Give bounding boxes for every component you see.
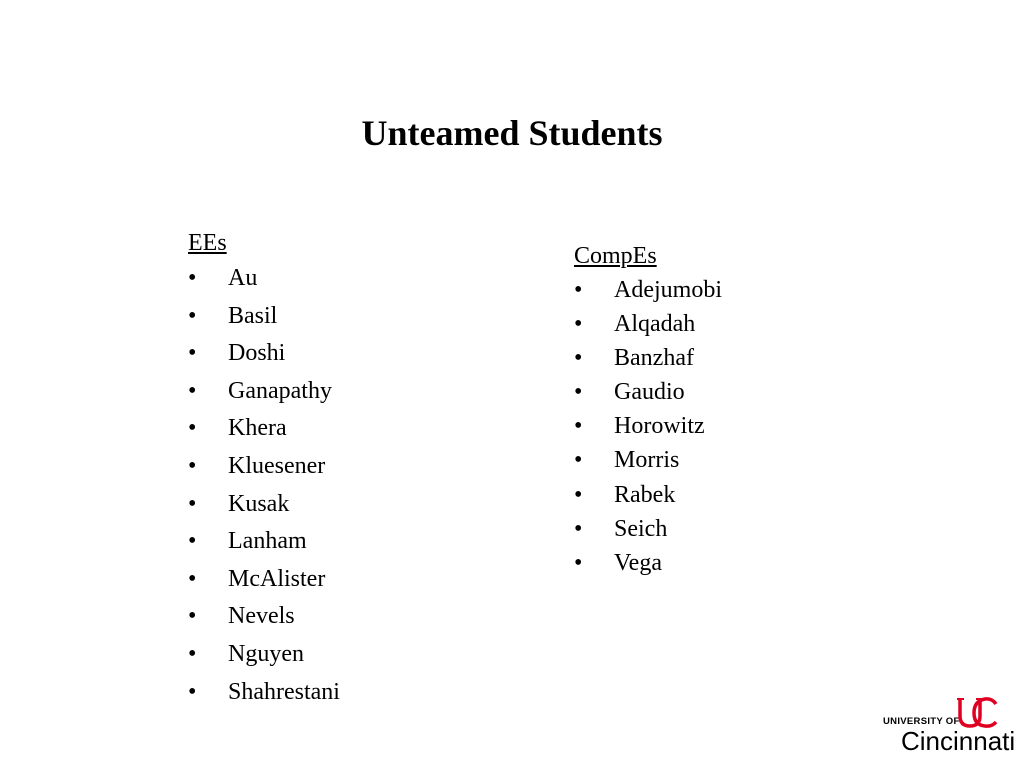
student-list-item [188, 448, 340, 486]
student-list-item [574, 375, 722, 409]
student-list-item [188, 335, 340, 373]
bullet-icon: • [574, 549, 583, 576]
student-name: Kusak [228, 490, 290, 517]
bullet-icon: • [188, 528, 197, 555]
student-list-item [574, 478, 722, 512]
student-name: Ganapathy [228, 377, 332, 404]
student-list-item [574, 307, 722, 341]
bullet-icon: • [574, 413, 583, 440]
student-name: Nevels [228, 603, 295, 630]
student-list-item [188, 486, 340, 524]
student-list-item [188, 298, 340, 336]
student-name: Rabek [614, 481, 676, 508]
student-list-item [188, 373, 340, 411]
bullet-icon: • [188, 452, 197, 479]
bullet-icon: • [574, 481, 583, 508]
bullet-icon: • [574, 379, 583, 406]
student-name: Kluesener [228, 452, 326, 479]
ee-heading: EEs [188, 230, 227, 256]
compe-student-list [574, 273, 722, 580]
student-list-item [188, 598, 340, 636]
student-list-item [188, 674, 340, 712]
student-name: Alqadah [614, 311, 696, 338]
student-name: Adejumobi [614, 277, 722, 303]
student-name: Lanham [228, 528, 307, 555]
student-list-item [574, 341, 722, 375]
bullet-icon: • [188, 415, 197, 442]
bullet-icon: • [188, 265, 197, 291]
student-name: Gaudio [614, 379, 685, 406]
student-name: Au [228, 265, 258, 291]
logo-cincinnati-text: Cincinnati [901, 726, 1016, 756]
student-name: Banzhaf [614, 345, 694, 372]
bullet-icon: • [574, 311, 583, 338]
student-name: Horowitz [614, 413, 705, 440]
student-list-item [574, 512, 722, 546]
bullet-icon: • [574, 277, 583, 303]
ee-student-list [188, 260, 340, 711]
university-of-cincinnati-logo [880, 696, 1016, 758]
bullet-icon: • [188, 340, 197, 367]
bullet-icon: • [574, 515, 583, 542]
compe-heading: CompEs [574, 243, 657, 269]
slide-title: Unteamed Students [361, 113, 663, 153]
ee-student-column [188, 226, 340, 711]
student-list-item [574, 409, 722, 443]
student-name: McAlister [228, 565, 326, 592]
student-list-item [574, 443, 722, 477]
student-list-item [188, 410, 340, 448]
bullet-icon: • [188, 640, 197, 667]
student-name: Seich [614, 515, 668, 542]
student-name: Morris [614, 447, 680, 474]
compe-student-column [574, 239, 722, 580]
bullet-icon: • [188, 565, 197, 592]
student-list-item [188, 260, 340, 298]
bullet-icon: • [574, 345, 583, 372]
student-name: Shahrestani [228, 678, 340, 705]
student-list-item [574, 273, 722, 307]
student-name: Doshi [228, 340, 286, 367]
student-list-item [574, 546, 722, 580]
student-list-item [188, 636, 340, 674]
student-name: Khera [228, 415, 287, 442]
bullet-icon: • [188, 377, 197, 404]
student-name: Vega [614, 549, 662, 576]
student-name: Basil [228, 302, 278, 329]
bullet-icon: • [574, 447, 583, 474]
student-list-item [188, 561, 340, 599]
uc-monogram-icon [956, 696, 1000, 730]
student-name: Nguyen [228, 640, 304, 667]
bullet-icon: • [188, 678, 197, 705]
bullet-icon: • [188, 603, 197, 630]
bullet-icon: • [188, 302, 197, 329]
logo-university-of-text: UNIVERSITY OF [883, 716, 960, 727]
student-list-item [188, 523, 340, 561]
bullet-icon: • [188, 490, 197, 517]
